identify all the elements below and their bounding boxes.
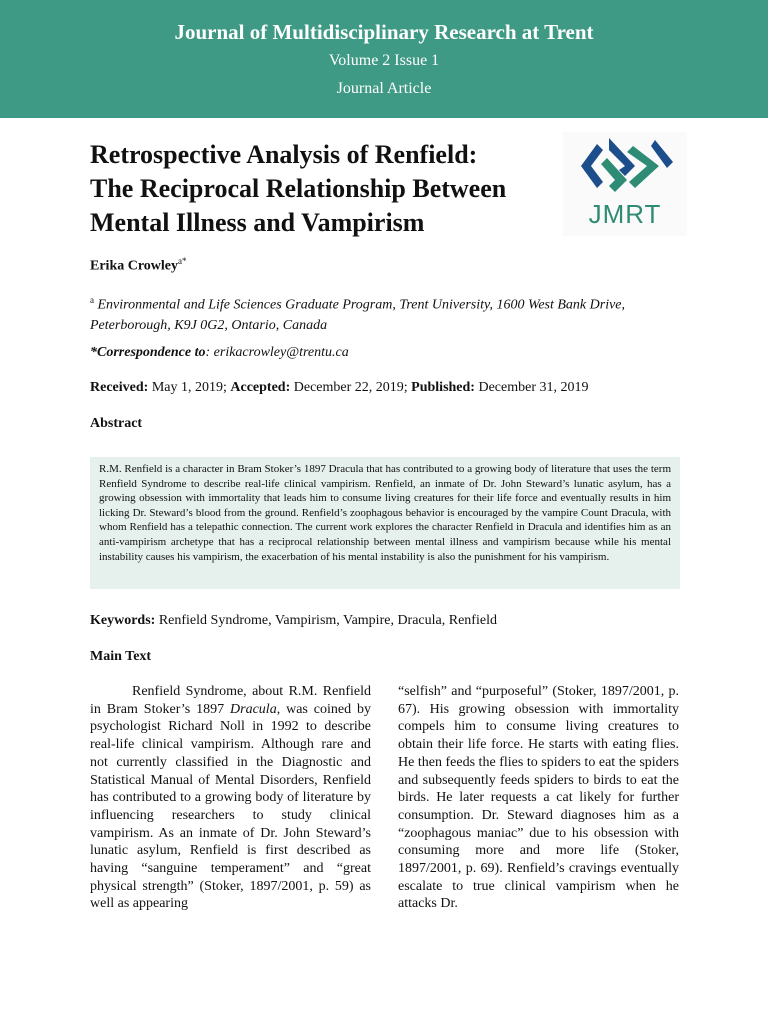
published-label: Published: xyxy=(411,380,475,395)
main-text-left-column xyxy=(90,683,371,913)
article-title xyxy=(90,138,560,240)
affiliation-sup: a xyxy=(90,295,94,305)
main-text-heading: Main Text xyxy=(90,649,152,664)
abstract-heading: Abstract xyxy=(90,416,143,431)
main-left-italic: Dracula xyxy=(230,701,277,717)
article-type: Journal Article xyxy=(336,80,432,97)
article-title-line: Retrospective Analysis of Renfield: xyxy=(90,140,478,169)
journal-volume: Volume 2 Issue 1 xyxy=(328,52,440,69)
published-date: December 31, 2019 xyxy=(474,380,589,395)
main-text-right-column xyxy=(398,683,679,913)
abstract-text: R.M. Renfield is a character in Bram Stoker’s 1897 Dracula that has contributed to a growing body of literature that uses the term Renfield Syndrome to describe real-life clinical vampirism. Renfield, an inmate of Dr. John Steward’s lunatic asylum, has a growing obsession with immortality that leads him to consume living creatures for their life force and eventually results in him licking Dr. Steward’s blood from the ground. Renfield’s zoophagous behavior is encouraged by the vampire Count Dracula, with whom Renfield has a telepathic connection. The current work explores the character Renfield in Dracula and identifies him as an anti-vampirism archetype that has a reciprocal relationship between mental illness and vampirism because while his mental instability causes his vampirism, the exacerbation of his mental instability is also the punishment for his vampirism. xyxy=(99,463,671,563)
author-name-text: Erika Crowley xyxy=(90,258,179,274)
received-date: May 1, 2019; xyxy=(148,380,231,395)
accepted-date: December 22, 2019; xyxy=(290,380,412,395)
keywords-text: Renfield Syndrome, Vampirism, Vampire, Dracula, Renfield xyxy=(155,613,497,628)
received-label: Received: xyxy=(90,380,149,395)
abstract-box xyxy=(90,457,680,589)
correspondence-email: : erikacrowley@trentu.ca xyxy=(205,345,349,360)
main-text-paragraph xyxy=(90,683,371,913)
accepted-label: Accepted: xyxy=(230,380,291,395)
author-sup: a* xyxy=(178,256,187,266)
keywords-label: Keywords: xyxy=(90,613,156,628)
keywords xyxy=(90,613,497,629)
article-title-line: The Reciprocal Relationship Between xyxy=(90,174,507,203)
main-text-paragraph-right: “selfish” and “purposeful” (Stoker, 1897/2001, p. 67). His growing obsession with immortality compels him to consume living creatures to obtain their life force. He starts with eating flies. He then feeds the flies to spiders to eat the spiders and subsequently feeds spiders to birds to eat the birds. He later requests a cat likely for further consumption. Dr. Steward diagnoses him as a “zoophagous maniac” due to his obsession with consuming more and more life (Stoker, 1897/2001, p. 69). Renfield’s cravings eventually escalate to true clinical vampirism when he attacks Dr. xyxy=(398,684,679,912)
author-name xyxy=(90,256,187,275)
jmrt-logo-text: JMRT xyxy=(588,199,662,229)
article-title-line: Mental Illness and Vampirism xyxy=(90,208,425,237)
journal-banner xyxy=(0,0,768,118)
affiliation xyxy=(90,290,680,336)
publication-dates xyxy=(90,380,589,396)
correspondence xyxy=(90,345,349,361)
main-left-part-b: , was coined by psychologist Richard Noll in 1992 to describe real-life clinical vampirism. Although rare and not currently classified in the Diagnostic and Statistical Manual of Mental Disorders, Renfield has contributed to a growing body of literature by influencing researchers to study clinical vampirism. As an inmate of Dr. John Steward’s lunatic asylum, Renfield is first described as having “sanguine temperament” and “great physical strength” (Stoker, 1897/2001, p. 59) as well as appearing xyxy=(90,701,372,912)
journal-title: Journal of Multidisciplinary Research at Trent xyxy=(174,20,594,44)
correspondence-label: *Correspondence to xyxy=(90,345,206,360)
main-left-part-a: Renfield Syndrome, about R.M. Renfield in Bram Stoker’s 1897 xyxy=(90,684,371,717)
jmrt-logo xyxy=(563,132,687,236)
affiliation-text: Environmental and Life Sciences Graduate Program, Trent University, 1600 West Bank Drive, Peterborough, K9J 0G2, Ontario, Canada xyxy=(90,297,626,333)
jmrt-logo-mark-icon xyxy=(563,132,687,204)
